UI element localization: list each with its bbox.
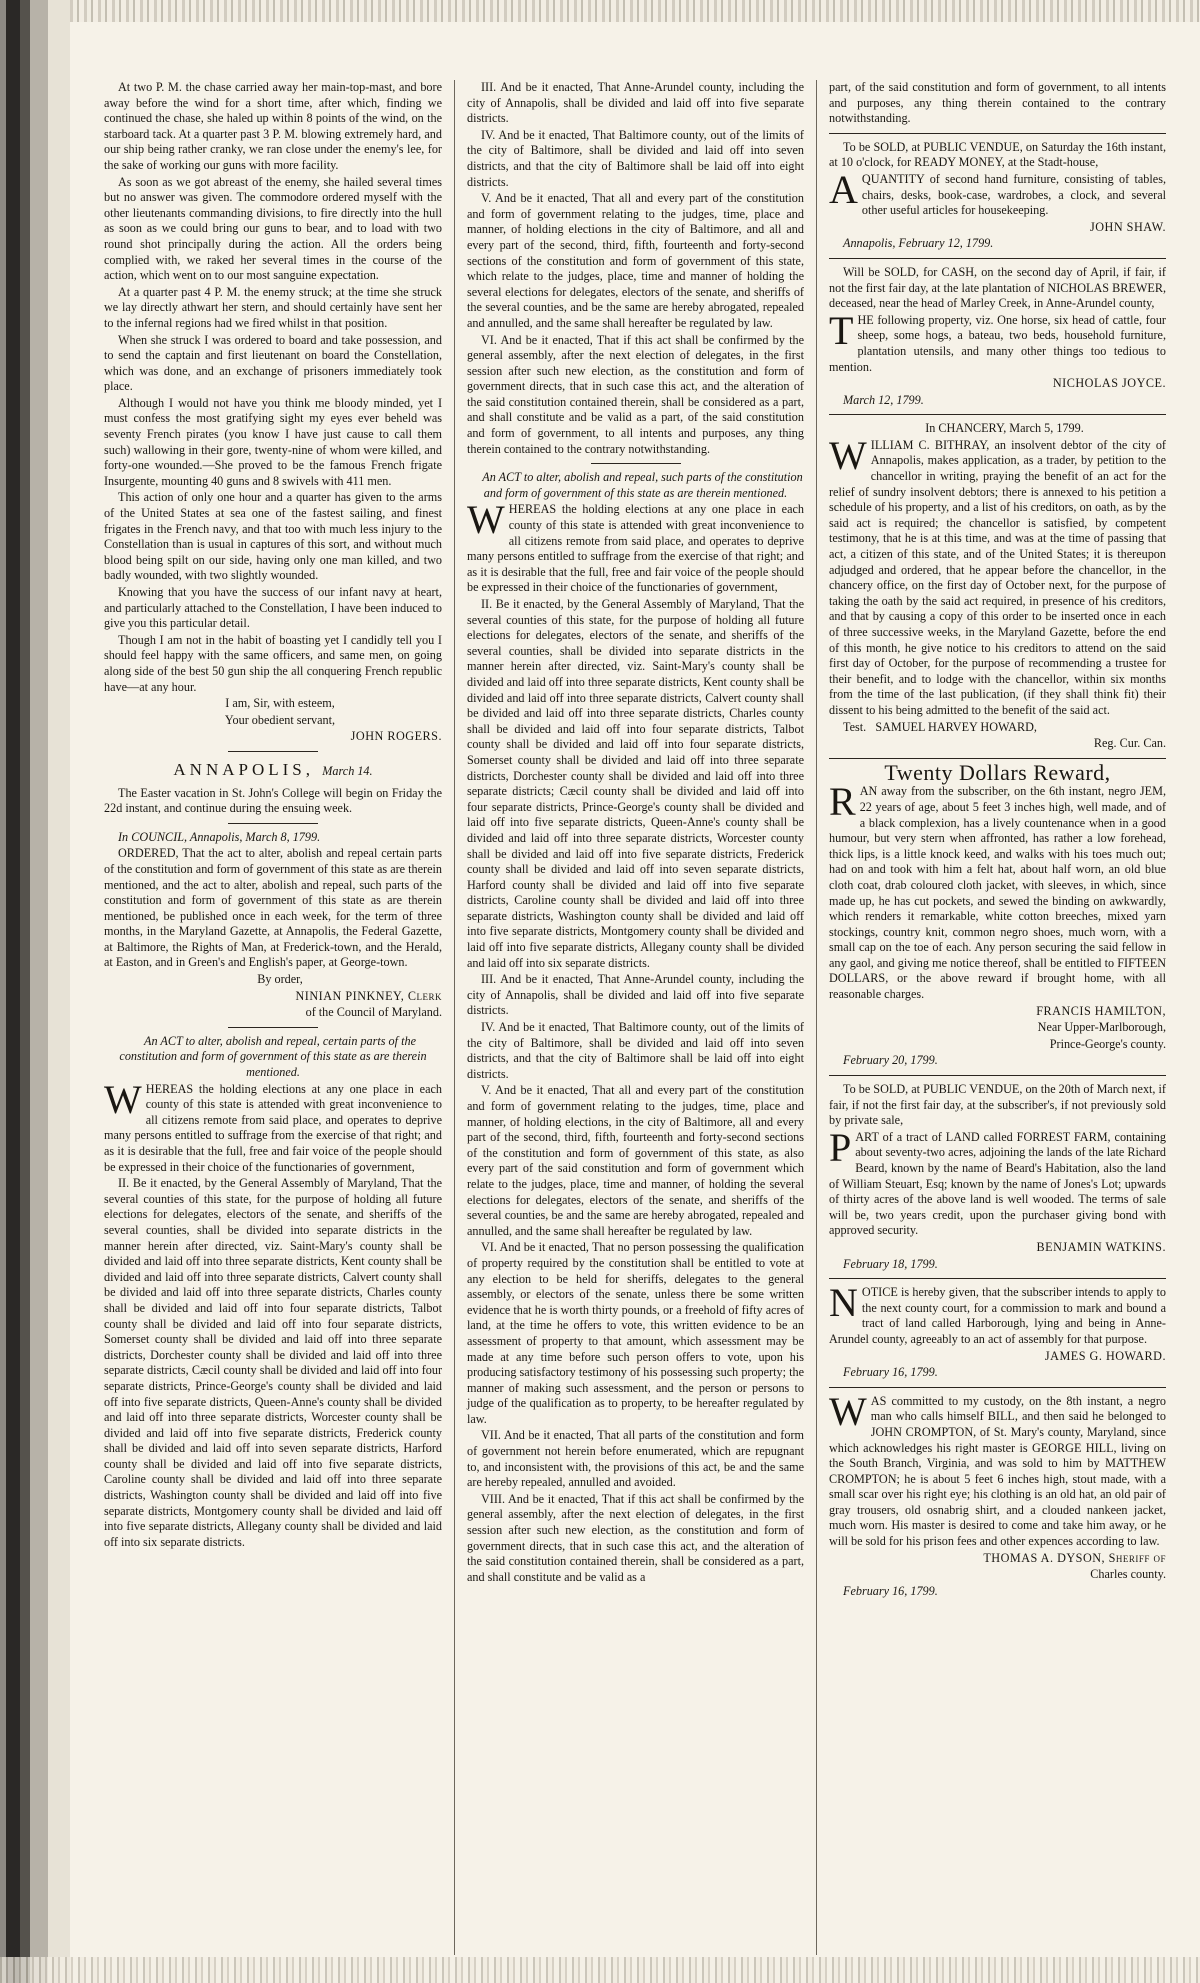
letter-paragraph: Knowing that you have the success of our infant navy at heart, and particularly attached to the Constellation, I have been induced to give you this particular detail. — [104, 585, 442, 631]
ad-body: PART of a tract of LAND called FORREST FARM, containing about seventy-two acres, adjoining the lands of the late Richard Beard, known by the name of Beard's Habitation, also the land of William Steuart, Esq; known by the name of Jones's Lot; upwards of thirty acres of the above land is well wooded. The terms of sale will be, two years credit, upon the purchaser giving bond with approved security. — [829, 1124, 1166, 1238]
column-2 — [454, 80, 816, 1955]
act2-section-3: III. And be it enacted, That Anne-Arundel county, including the city of Annapolis, shall be divided and laid off into five separate districts. — [467, 972, 804, 1018]
letter-paragraph: Although I would not have you think me bloody minded, yet I must confess the most gratifying sight my eyes ever beheld was seventy French pirates (you know I have just cause to call them such) wallowing in their gore, twenty-nine of whom were killed, and forty-one wounded.—She proved to be the famous French frigate Insurgente, mounting 40 guns and 8 swivels with 411 men. — [104, 395, 442, 488]
ad-signer: BENJAMIN WATKINS. — [1036, 1239, 1166, 1254]
letter-paragraph: This action of only one hour and a quarter has given to the arms of the United States at sea one of the fastest sailing, and finest frigates in the French navy, and that too with much less injury to the Constellation than is usual in captures of this sort, and without much blood being spilt on our side, having only one man killed, and two badly wounded, with two slightly wounded. — [104, 490, 442, 583]
act2-continuation: part, of the said constitution and form of government, to all intents and purposes, any thing therein contained to the contrary notwithstanding. — [829, 80, 1166, 126]
reward-heading: Twenty Dollars Reward, — [884, 759, 1111, 785]
ad-date: February 20, 1799. — [843, 1053, 938, 1068]
scan-edge-bottom — [0, 1957, 1200, 1983]
ad-body: THE following property, viz. One horse, six head of cattle, four sheep, some hogs, a bateau, two beds, household furniture, plantation utensils, and many other things too tedious to mention. — [829, 307, 1166, 374]
divider — [591, 463, 681, 464]
dropcap: W — [829, 1388, 867, 1434]
ad-signer: FRANCIS HAMILTON, — [1036, 1003, 1166, 1018]
act1-section-3: III. And be it enacted, That Anne-Arundel county, including the city of Annapolis, shall be divided and laid off into five separate districts. — [467, 80, 804, 126]
ad-signer: JOHN SHAW. — [1089, 219, 1166, 234]
council-signer-2: of the Council of Maryland. — [305, 1005, 442, 1020]
act2-section-6: VI. And be it enacted, That no person possessing the qualification of property required by the constitution shall be entitled to vote at any election to be held for sheriffs, delegates to the general assembly, or electors of the senate, unless there be some written evidence that he is worth thirty pounds, or a freehold of fifty acres of land, at the time he offers to vote, this written evidence to be an assessment of property to that amount, which assessment may be made at any time before such person offers to vote, upon his producing satisfactory testimony of his possessing such property; the manner of making such assessment, and the person or persons to judge of the qualification as to property, to be hereafter regulated by law. — [467, 1240, 804, 1426]
dropcap: A — [829, 166, 858, 212]
letter-paragraph: At a quarter past 4 P. M. the enemy struck; at the time she struck we lay directly athwart her stern, and should certainly have sent her to the infernal regions had we fired whilst in that position. — [104, 284, 442, 330]
ad-signer-2: Reg. Cur. Can. — [1093, 736, 1166, 751]
ad-reward — [829, 759, 1166, 1069]
ad-body: WILLIAM C. BITHRAY, an insolvent debtor of the city of Annapolis, makes application, as a trader, by petition to the chancellor in writing, praying the benefit of an act for the relief of sundry insolvent debtors; there is annexed to his petition a schedule of his property, and a list of his creditors, on oath, as by the said act is required; the chancellor is satisfied, by competent testimony, that he is at this time, and was at the time of passing that act, a citizen of this state, and of the United States; it is thereupon adjudged and ordered, that he appear before the chancellor, in the chancery office, on the first day of October next, for the purpose of taking the oath by the said act required, in presence of his creditors, and that by causing a copy of this order to be inserted once in each of three successive weeks, in the Maryland Gazette, before the end of this month, he give notice to his creditors to attend on the said first day of October, for the purpose of recommending a trustee for their benefit, and to lodge with the chancellor, within six months from the time of the last publication, (if they shall think fit) their dissent to his being admitted to the benefit of the said act. — [829, 432, 1166, 717]
ad-head: To be SOLD, at PUBLIC VENDUE, on the 20th of March next, if fair, if not the first fair day, at the subscriber's, if not previously sold by private sale, — [829, 1082, 1166, 1128]
act2-section-7: VII. And be it enacted, That all parts of the constitution and form of government not herein before enumerated, which are repugnant to, and inconsistent with, the provisions of this act, be and the same are hereby repealed, annulled and avoided. — [467, 1428, 804, 1490]
ad-body: RAN away from the subscriber, on the 6th instant, negro JEM, 22 years of age, about 5 feet 3 inches high, well made, and of a black complexion, has a lively countenance when in a good humour, but very stern when affronted, has rather a low forehead, thick lips, is a little knock keed, and walks with his toes much out; had on and took with him a felt hat, about half worn, an old blue cloth coat, drab coloured cloth jacket, with sleeves, in which, since made up, he has cut pockets, and sewed the binding on awkwardly, which renders it remarkable, white cotton breeches, mixed yarn stockings, country knit, common negro shoes, much worn, with a small cap on the toe of each. Any person securing the said fellow in any gaol, and giving me notice thereof, shall be entitled to FIFTEEN DOLLARS, or the above reward if brought home, with all reasonable charges. — [829, 779, 1166, 1002]
ad-furniture-sale — [829, 140, 1166, 252]
divider — [829, 414, 1166, 415]
act1-section-6: VI. And be it enacted, That if this act shall be confirmed by the general assembly, after the next election of delegates, in the first session after such new election, as the constitution and form of government directs, that in such case this act, and the alteration of the said constitution contained therein, shall be considered as a part, and shall constitute and be valid as a part, of the said constitution and form of government, to all intents and purposes, any thing therein contained to the contrary notwithstanding. — [467, 332, 804, 456]
dropcap: W — [104, 1076, 142, 1122]
ad-chancery — [829, 421, 1166, 751]
divider — [228, 1027, 318, 1028]
divider — [228, 751, 318, 752]
ad-signer: THOMAS A. DYSON, Sheriff of — [983, 1550, 1166, 1565]
scan-edge-left — [0, 0, 70, 1983]
council-order: ORDERED, That the act to alter, abolish and repeal certain parts of the constitution and form of government of this state as are therein mentioned, and the act to alter, abolish and repeal, such parts of the constitution and form of government of this state as are therein mentioned, be published once in each week, for the term of three months, in the Maryland Gazette, at Annapolis, the Federal Gazette, at Baltimore, the Rights of Man, at Frederick-town, and the Herald, at Easton, and in Green's and English's paper, at George-town. — [104, 846, 442, 970]
act2-whereas: WHEREAS the holding elections at any one place in each county of this state is attended with great inconvenience to all citizens remote from said place, and operates to deprive many persons entitled to suffrage from the exercise of that right; and as it is desirable that the full, free and fair voice of the people should be expressed in their choice of the functionaries of government, — [467, 497, 804, 595]
act1-section-4: IV. And be it enacted, That Baltimore county, out of the limits of the city of Baltimore, shall be divided and laid off into seven districts, and that the city of Baltimore shall be laid off into eight districts. — [467, 127, 804, 189]
letter-paragraph: Though I am not in the habit of boasting yet I candidly tell you I should feel happy with the same officers, and same men, on going along side of the best 50 gun ship the all conquering French republic have—at any hour. — [104, 632, 442, 694]
ad-head: Will be SOLD, for CASH, on the second day of April, if fair, if not the first fair day, at the late plantation of NICHOLAS BREWER, deceased, near the head of Marley Creek, in Anne-Arundel county, — [829, 264, 1166, 311]
divider — [829, 1278, 1166, 1279]
ad-body: AQUANTITY of second hand furniture, consisting of tables, chairs, desks, book-case, wardrobes, a clock, and several other useful articles for housekeeping. — [829, 166, 1166, 218]
letter-closing: I am, Sir, with esteem, — [225, 696, 335, 711]
ad-notice — [829, 1280, 1166, 1381]
ad-signer: JAMES G. HOWARD. — [1044, 1348, 1166, 1363]
act1-section-2: II. Be it enacted, by the General Assembly of Maryland, That the several counties of this state, for the purpose of holding all future elections for delegates, electors of the senate, and sheriffs of the several counties, shall be divided into separate districts in the manner herein after directed, viz. Saint-Mary's county shall be divided and laid off into three separate districts, Kent county shall be divided and laid off into three separate districts, Calvert county shall be divided and laid off into three separate districts, Charles county shall be divided and laid off into four separate districts, Talbot county shall be divided and laid off into four separate districts, Somerset county shall be divided and laid off into three separate districts, Dorchester county shall be divided and laid off into three separate districts, Cæcil county shall be divided and laid off into four separate districts, Prince-George's county shall be divided and laid off into five separate districts, Queen-Anne's county shall be divided and laid off into three separate districts, Worcester county shall be divided and laid off into five separate districts, Frederick county shall be divided and laid off into seven separate districts, Harford county shall be divided and laid off into five separate districts, Caroline county shall be divided and laid off into three separate districts, Washington county shall be divided and laid off into five separate districts, Montgomery county shall be divided and laid off into five separate districts, Allegany county shall be divided and laid off into six separate districts. — [104, 1176, 442, 1549]
divider — [829, 258, 1166, 259]
ad-date: March 12, 1799. — [843, 392, 924, 407]
letter-closing-2: Your obedient servant, — [224, 712, 336, 727]
ad-test: Test. SAMUEL HARVEY HOWARD, — [843, 719, 1037, 734]
columns — [92, 80, 1180, 1955]
ad-signer: NICHOLAS JOYCE. — [1052, 376, 1166, 391]
ad-brewer-estate — [829, 265, 1166, 408]
letter-signer: JOHN ROGERS. — [350, 729, 442, 744]
column-3 — [816, 80, 1178, 1955]
ad-signer-3: Prince-George's county. — [1049, 1036, 1166, 1051]
ad-signer-2: Near Upper-Marlborough, — [1037, 1020, 1166, 1035]
letter-paragraph: As soon as we got abreast of the enemy, she hailed several times but no answer was given. The commodore ordered myself with the other lieutenants commanding divisions, to fire directly into the hull as soon as we could bring our guns to bear, and to load with two round shot principally during the action. All the orders being complied with, we raked her several times in the course of the action, which went on to our most sanguine expectation. — [104, 174, 442, 283]
dropcap: W — [829, 432, 867, 478]
ad-committed — [829, 1388, 1166, 1600]
ad-dateline: In CHANCERY, March 5, 1799. — [925, 421, 1084, 436]
scan-edge-top — [0, 0, 1200, 22]
divider — [829, 758, 1166, 759]
ad-date: February 18, 1799. — [843, 1256, 938, 1271]
ad-date: February 16, 1799. — [843, 1583, 938, 1598]
divider — [228, 823, 318, 824]
annapolis-date: March 14. — [322, 763, 373, 778]
letter-paragraph: At two P. M. the chase carried away her main-top-mast, and bore away before the wind for a short time, after which, finding we continued the chase, she haled up within 8 points of the wind, on the starboard tack. At a quarter past 3 P. M. blowing extremely hard, and our ship being rather cranky, we ran close under the enemy's lee, for the sake of working our guns with more facility. — [104, 80, 442, 172]
act1-title: An ACT to alter, abolish and repeal, certain parts of the constitution and form of government of this state as are therein mentioned. — [119, 1033, 427, 1080]
act1-whereas: WHEREAS the holding elections at any one place in each county of this state is attended with great inconvenience to all citizens remote from said place, and operates to deprive many persons entitled to suffrage from the exercise of that right; and as it is desirable that the full, free and fair voice of the people should be expressed in their choice of the functionaries of government, — [104, 1076, 442, 1174]
act2-title: An ACT to alter, abolish and repeal, such parts of the constitution and form of government of this state as are therein mentioned. — [482, 470, 803, 500]
divider — [829, 1075, 1166, 1076]
by-order: By order, — [257, 972, 303, 987]
letter-body — [104, 80, 442, 695]
dropcap: R — [829, 779, 856, 825]
act2-section-2: II. Be it enacted, by the General Assembly of Maryland, That the several counties of this state, for the purpose of holding all future elections for delegates, electors of the senate, and sheriffs of the several counties, shall be divided into separate districts in the manner herein after directed, viz. Saint-Mary's county shall be divided and laid off into three separate districts, Kent county shall be divided and laid off into three separate districts, Calvert county shall be divided and laid off into three separate districts, Charles county shall be divided and laid off into four separate districts, Talbot county shall be divided and laid off into four separate districts, Somerset county shall be divided and laid off into three separate districts, Dorchester county shall be divided and laid off into three separate districts; Cæcil county shall be divided and laid off into four separate districts, Prince-George's county shall be divided and laid off into five separate districts, Queen-Anne's county shall be divided and laid off into three separate districts, Worcester county shall be divided and laid off into five separate districts, Frederick county shall be divided and laid off into seven separate districts, Harford county shall be divided and laid off into five separate districts, Caroline county shall be divided and laid off into three separate districts, Washington county shall be divided and laid off into five separate districts, Montgomery county shall be divided and laid off into five separate districts, Allegany county shall be divided and laid off into six separate districts. — [467, 597, 804, 970]
annapolis-title: ANNAPOLIS, — [173, 759, 314, 779]
dropcap: N — [829, 1280, 858, 1326]
letter-paragraph: When she struck I was ordered to board and take possession, and to send the captain and first lieutenant on board the Constellation, which was done, and an exchange of prisoners immediately took place. — [104, 332, 442, 394]
ad-head: To be SOLD, at PUBLIC VENDUE, on Saturday the 16th instant, at 10 o'clock, for READY MONEY, at the Stadt-house, — [829, 139, 1166, 170]
act2-section-8: VIII. And be it enacted, That if this act shall be confirmed by the general assembly, after the next election of delegates, in the first session after such new election, as the constitution and form of government directs, that in such case this act, and the alteration of the said constitution contained therein, shall be considered as a part, and shall constitute and be valid as a — [467, 1491, 804, 1584]
ad-land-sale — [829, 1082, 1166, 1272]
dropcap: T — [829, 307, 854, 353]
column-1 — [92, 80, 454, 1955]
ad-signer-2: Charles county. — [1090, 1567, 1166, 1582]
divider — [829, 133, 1166, 134]
ad-body: NOTICE is hereby given, that the subscriber intends to apply to the next county court, for a commission to mark and bound a tract of land called Harborough, lying and being in Anne-Arundel county, agreeably to an act of assembly for that purpose. — [829, 1280, 1166, 1346]
easter-notice: The Easter vacation in St. John's College will begin on Friday the 22d instant, and continue during the ensuing week. — [104, 785, 442, 816]
dropcap: P — [829, 1124, 852, 1170]
ad-date: Annapolis, February 12, 1799. — [843, 236, 994, 251]
act2-section-4: IV. And be it enacted, That Baltimore county, out of the limits of the city of Baltimore, shall be divided and laid off into seven districts, and that the city of Baltimore shall be laid off into eight districts. — [467, 1020, 804, 1081]
annapolis-heading — [104, 759, 442, 780]
council-signer: NINIAN PINKNEY, Clerk — [295, 988, 442, 1003]
divider — [829, 1387, 1166, 1388]
act1-section-5: V. And be it enacted, That all and every part of the constitution and form of government relating to the judges, time, place and manner, of holding elections in the city of Baltimore, and all and every part of the second, third, fifth, fourteenth and forty-second sections of the constitution and form of government of this state, which relate to the judges, place, time and manner of holding the several elections for delegates, electors of the senate, and sheriffs of the several counties, and be the same are hereby abrogated, repealed and annulled, and the same shall hereafter be regulated by law. — [467, 191, 804, 330]
act2-section-5: V. And be it enacted, That all and every part of the constitution and form of government relating to the judges, time, place and manner, of holding elections, in the city of Baltimore, all and every part of the second, third, fifth, fourteenth and forty-second sections of the constitution and form of government of this state, as also every part of the said constitution and form of government which relate to the judges, place, time and manner, of holding the several elections for delegates, electors of the senate, and sheriffs of the several counties, be and the same are hereby abrogated, repealed and annulled, and the same shall hereafter be regulated by law. — [467, 1083, 804, 1238]
ad-date: February 16, 1799. — [843, 1365, 938, 1380]
council-dateline: In COUNCIL, Annapolis, March 8, 1799. — [118, 829, 321, 844]
dropcap: W — [467, 497, 505, 543]
ad-body: WAS committed to my custody, on the 8th instant, a negro man who calls himself BILL, and then said he belonged to JOHN CROMPTON, of St. Mary's county, Maryland, since which acknowledges his right master is GEORGE HILL, living on the South Branch, Virginia, and was sold to him by MATTHEW CROMPTON; he is about 5 feet 6 inches high, stout made, with a small scar over his right eye; his clothing is an old hat, an old pair of gray trousers, old osnabrig shirt, and a clouded nankeen jacket, much worn. His master is desired to come and take him away, or he will be sold for his prison fees and other expences according to law. — [829, 1388, 1166, 1549]
